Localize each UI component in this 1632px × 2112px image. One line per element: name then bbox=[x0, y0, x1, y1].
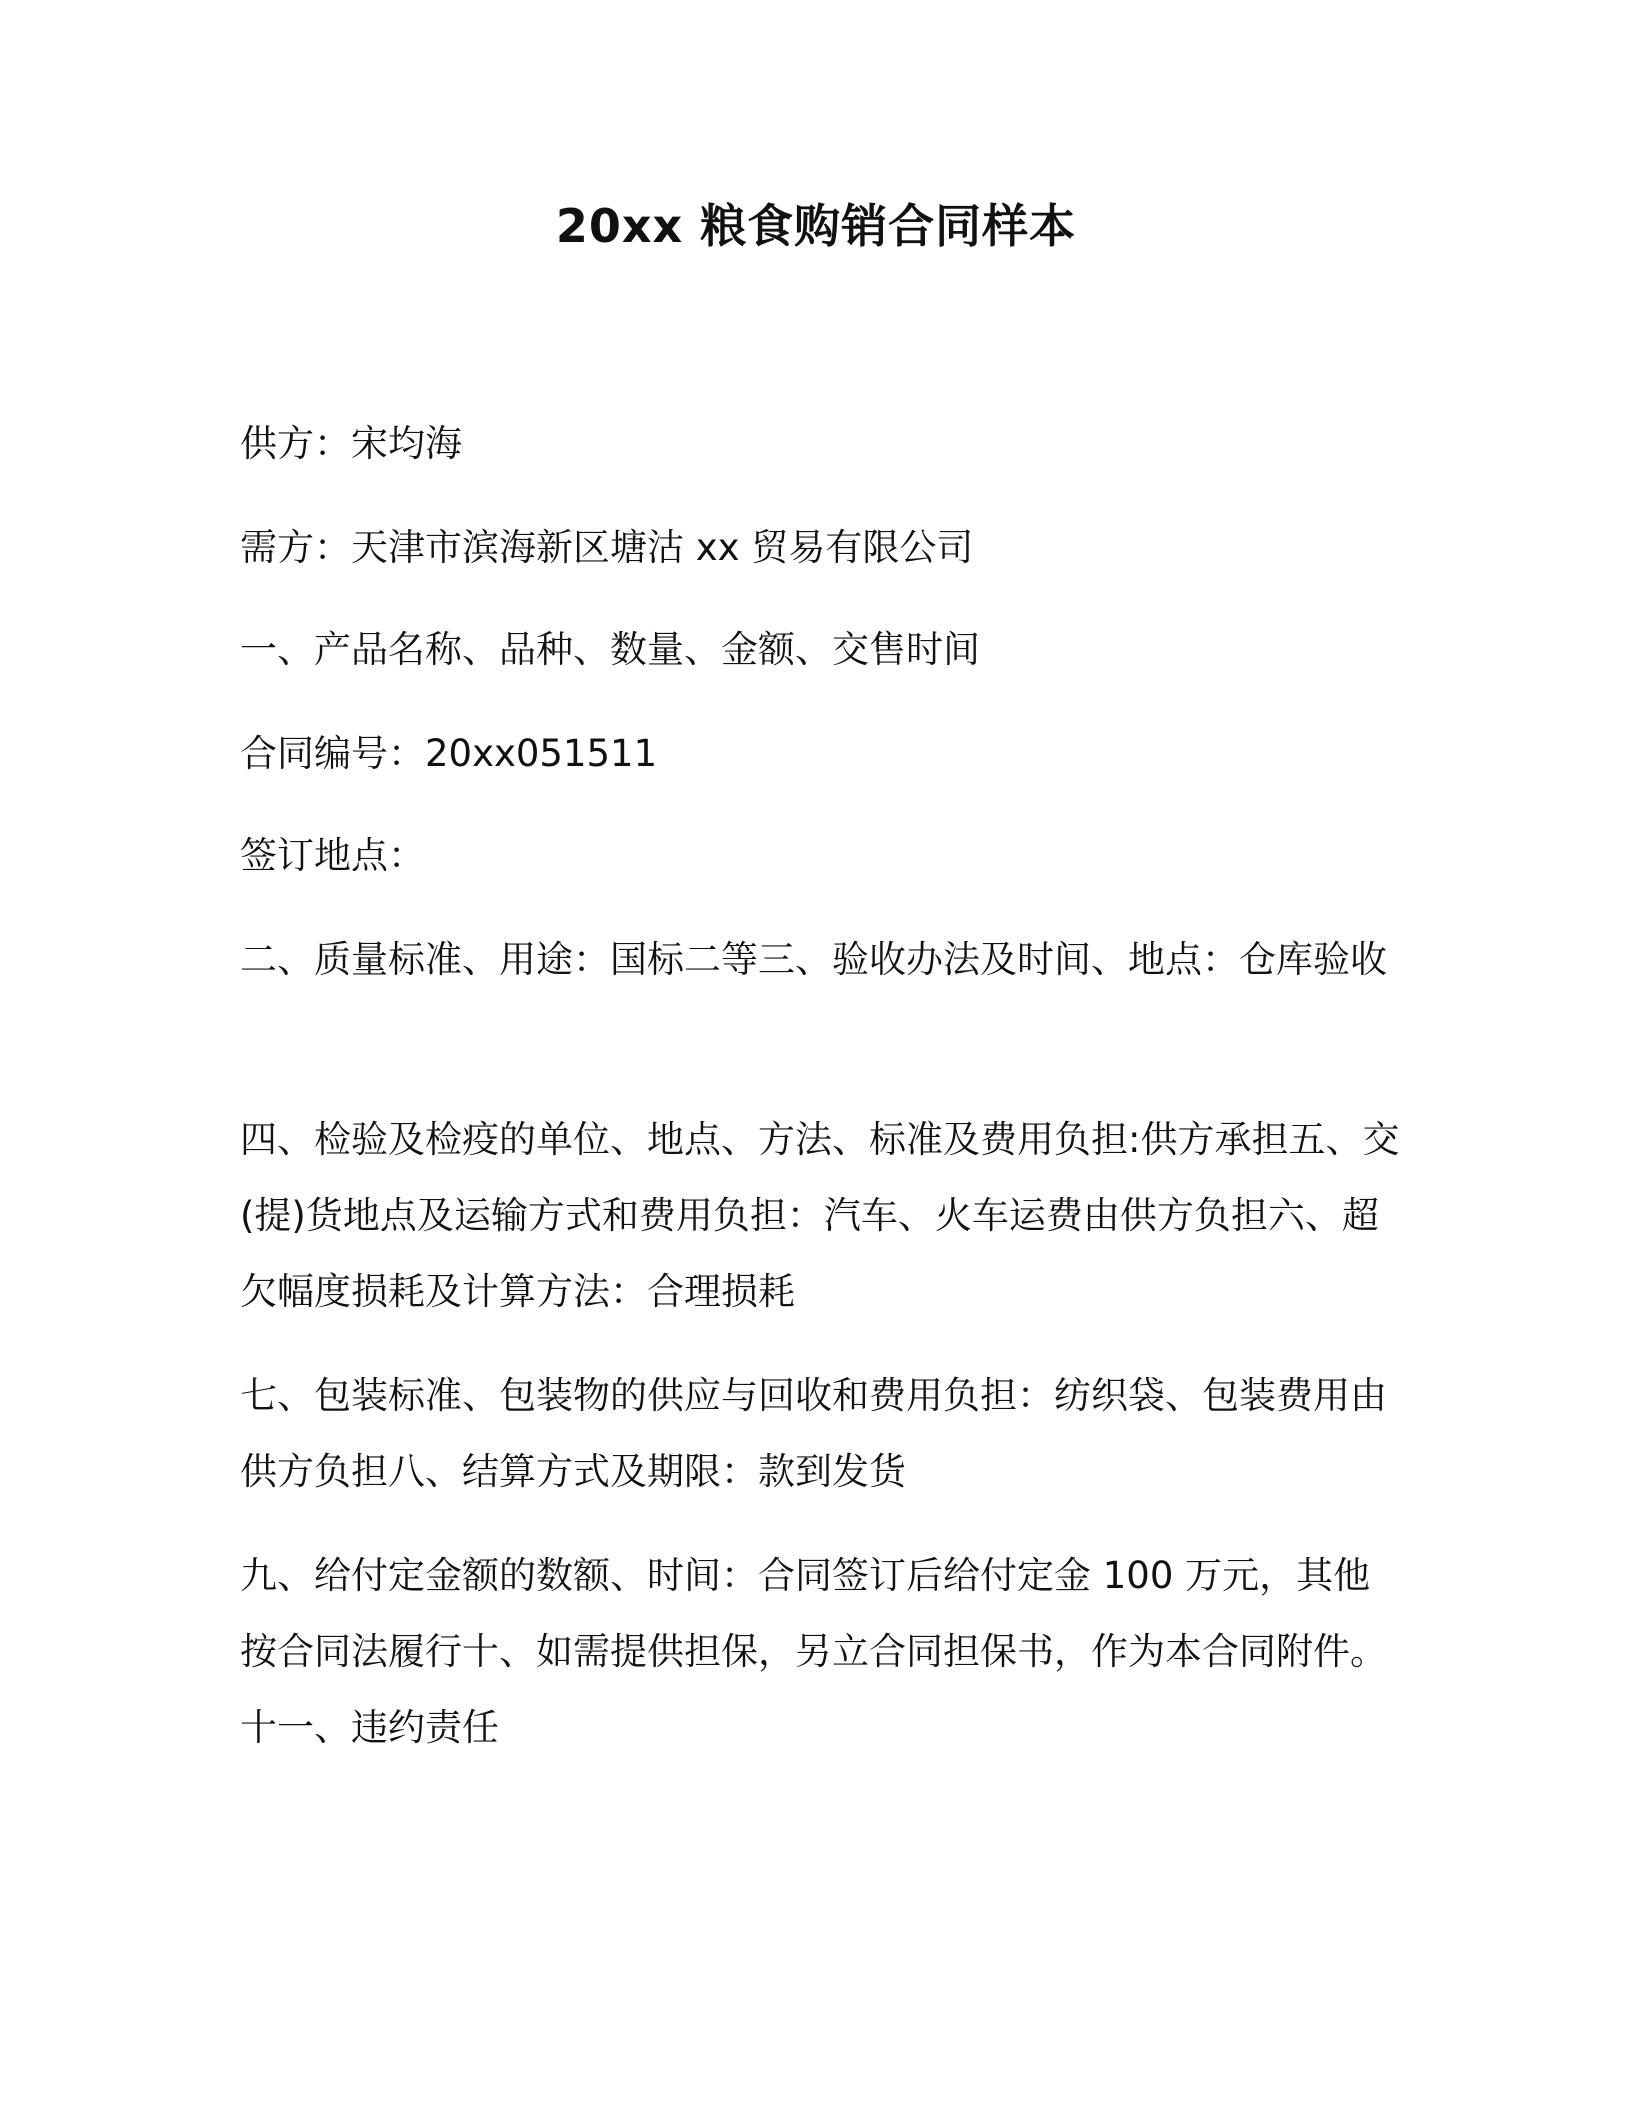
clause-7-8-paragraph: 七、包装标准、包装物的供应与回收和费用负担：纺织袋、包装费用由供方负担八、结算方式及期限：款到发货 bbox=[240, 1374, 1387, 1493]
clause-4-6-paragraph: 四、检验及检疫的单位、地点、方法、标准及费用负担:供方承担五、交(提)货地点及运输方式和费用负担：汽车、火车运费由供方负担六、超欠幅度损耗及计算方法：合理损耗 bbox=[240, 1118, 1400, 1313]
clause-2-3-paragraph: 二、质量标准、用途：国标二等三、验收办法及时间、地点：仓库验收 bbox=[240, 938, 1387, 981]
contract-number-line: 合同编号：20xx051511 bbox=[240, 732, 658, 775]
supplier-line: 供方：宋均海 bbox=[240, 422, 462, 465]
buyer-line: 需方：天津市滨海新区塘沽 xx 贸易有限公司 bbox=[240, 526, 974, 569]
signing-place-line: 签订地点： bbox=[240, 834, 425, 877]
clause-1-heading: 一、产品名称、品种、数量、金额、交售时间 bbox=[240, 628, 980, 671]
document-title: 20xx 粮食购销合同样本 bbox=[555, 199, 1077, 253]
clause-9-11-paragraph: 九、给付定金额的数额、时间：合同签订后给付定金 100 万元，其他按合同法履行十、如需提供担保，另立合同担保书，作为本合同附件。十一、违约责任 bbox=[240, 1554, 1387, 1749]
